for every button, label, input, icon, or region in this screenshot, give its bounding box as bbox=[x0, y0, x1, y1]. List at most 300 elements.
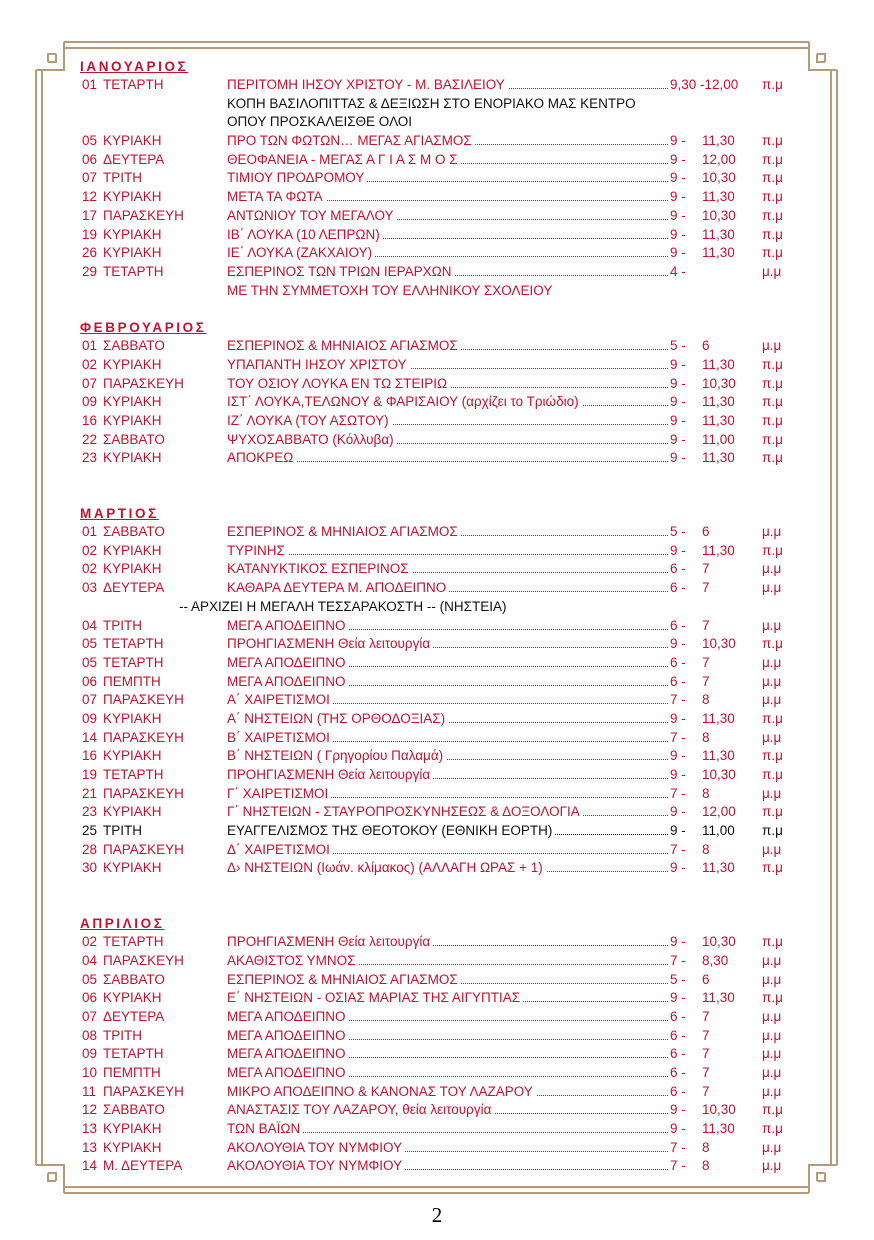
time-period: μ.μ bbox=[762, 785, 782, 801]
service-name: ΑΠΟΚΡΕΩ bbox=[227, 449, 296, 468]
time-period: π.μ bbox=[762, 934, 783, 950]
service-leader bbox=[227, 1157, 668, 1176]
weekday-name: ΚΥΡΙΑΚΗ bbox=[103, 561, 162, 577]
time-period: μ.μ bbox=[762, 1139, 782, 1155]
schedule-row bbox=[80, 1064, 800, 1083]
time-period: π.μ bbox=[762, 413, 783, 428]
end-time: 12,00 bbox=[702, 151, 736, 167]
weekday-name: ΔΕΥΤΕΡΑ bbox=[103, 580, 165, 596]
day-number: 11 bbox=[82, 1083, 97, 1099]
service-name: ΕΣΠΕΡΙΝΟΣ & ΜΗΝΙΑΙΟΣ ΑΓΙΑΣΜΟΣ bbox=[227, 337, 461, 356]
schedule-row bbox=[80, 747, 800, 766]
start-time: 9 - bbox=[670, 767, 686, 782]
service-leader bbox=[227, 1120, 668, 1139]
start-time: 6 - bbox=[670, 1046, 686, 1062]
time-period: π.μ bbox=[762, 394, 783, 410]
weekday-name: ΚΥΡΙΑΚΗ bbox=[103, 245, 162, 261]
weekday-name: ΚΥΡΙΑΚΗ bbox=[103, 1121, 162, 1136]
schedule-row bbox=[80, 691, 800, 710]
start-time: 6 - bbox=[670, 1008, 686, 1024]
service-leader bbox=[227, 710, 668, 729]
end-time: 7 bbox=[702, 1027, 710, 1043]
weekday-name: ΤΕΤΑΡΤΗ bbox=[103, 636, 164, 652]
schedule-row bbox=[80, 356, 800, 375]
schedule-row bbox=[80, 933, 800, 952]
service-name: Α΄ ΝΗΣΤΕΙΩΝ (ΤΗΣ ΟΡΘΟΔΟΞΙΑΣ) bbox=[227, 710, 448, 729]
schedule-row bbox=[80, 1120, 800, 1139]
service-leader bbox=[227, 523, 668, 542]
day-number: 02 bbox=[82, 934, 98, 950]
weekday-name: ΔΕΥΤΕΡΑ bbox=[103, 1008, 165, 1024]
end-time: 8 bbox=[702, 729, 710, 745]
service-leader bbox=[227, 1027, 668, 1046]
dotted-leader bbox=[227, 554, 668, 555]
time-period: μ.μ bbox=[762, 952, 782, 968]
day-number: 16 bbox=[82, 413, 98, 428]
service-name: ΙΖ΄ ΛΟΥΚΑ (ΤΟΥ ΑΣΩΤΟΥ) bbox=[227, 412, 392, 431]
time-period: μ.μ bbox=[762, 841, 782, 857]
end-time: 11,30 bbox=[702, 748, 735, 764]
end-time: 6 bbox=[702, 524, 710, 540]
time-period: μ.μ bbox=[762, 673, 782, 689]
note-text: ΟΠΟΥ ΠΡΟΣΚΑΛΕΙΣΘΕ ΟΛΟΙ bbox=[227, 114, 413, 130]
day-number: 07 bbox=[82, 692, 98, 708]
day-number: 07 bbox=[82, 170, 98, 186]
day-number: 09 bbox=[82, 710, 98, 726]
end-time: 6 bbox=[702, 338, 710, 354]
schedule-row bbox=[80, 729, 800, 748]
time-period: π.μ bbox=[762, 823, 783, 839]
weekday-name: ΠΑΡΑΣΚΕΥΗ bbox=[103, 952, 184, 968]
start-time: 5 - bbox=[670, 338, 686, 354]
service-leader bbox=[227, 337, 668, 356]
schedule-row bbox=[80, 859, 800, 878]
schedule-row bbox=[80, 337, 800, 356]
day-number: 19 bbox=[82, 767, 98, 782]
day-number: 05 bbox=[82, 654, 98, 670]
day-number: 01 bbox=[82, 524, 98, 540]
service-leader bbox=[227, 356, 668, 375]
schedule-row bbox=[80, 971, 800, 990]
start-time: 7 - bbox=[670, 692, 686, 708]
time-period: μ.μ bbox=[762, 617, 782, 633]
weekday-name: ΣΑΒΒΑΤΟ bbox=[103, 431, 165, 447]
weekday-name: ΚΥΡΙΑΚΗ bbox=[103, 860, 162, 876]
start-time: 7 - bbox=[670, 785, 686, 801]
service-leader bbox=[227, 822, 668, 841]
weekday-name: ΤΕΤΑΡΤΗ bbox=[103, 77, 164, 92]
time-period: π.μ bbox=[762, 1121, 783, 1136]
time-period: μ.μ bbox=[762, 561, 782, 577]
service-leader bbox=[227, 691, 668, 710]
schedule-row bbox=[80, 1139, 800, 1158]
schedule-row bbox=[80, 188, 800, 207]
day-number: 05 bbox=[82, 133, 98, 149]
start-time: 6 - bbox=[670, 617, 686, 633]
service-name: Ε΄ ΝΗΣΤΕΙΩΝ - ΟΣΙΑΣ ΜΑΡΙΑΣ ΤΗΣ ΑΙΓΥΠΤΙΑΣ bbox=[227, 989, 523, 1008]
service-leader bbox=[227, 971, 668, 990]
service-name: ΜΕΓΑ ΑΠΟΔΕΙΠΝΟ bbox=[227, 673, 348, 692]
end-time: 8 bbox=[702, 785, 710, 801]
schedule-row bbox=[80, 1008, 800, 1027]
start-time: 9 - bbox=[670, 710, 686, 726]
start-time: 9 - bbox=[670, 1121, 686, 1136]
service-leader bbox=[227, 729, 668, 748]
service-name: ΨΥΧΟΣΑΒΒΑΤΟ (Κόλλυβα) bbox=[227, 431, 397, 450]
schedule-note bbox=[80, 95, 800, 114]
end-time: 10,30 bbox=[702, 767, 736, 782]
weekday-name: ΤΡΙΤΗ bbox=[103, 170, 142, 186]
weekday-name: ΚΥΡΙΑΚΗ bbox=[103, 542, 162, 558]
month-title: ΑΠΡΙΛΙΟΣ bbox=[80, 916, 165, 932]
service-leader bbox=[227, 673, 668, 692]
service-name: ΚΑΘΑΡΑ ΔΕΥΤΕΡΑ Μ. ΑΠΟΔΕΙΠΝΟ bbox=[227, 579, 449, 598]
schedule-row bbox=[80, 151, 800, 170]
service-leader bbox=[227, 393, 668, 412]
weekday-name: ΠΑΡΑΣΚΕΥΗ bbox=[103, 785, 184, 801]
day-number: 08 bbox=[82, 1027, 98, 1043]
day-number: 05 bbox=[82, 636, 98, 652]
end-time: 7 bbox=[702, 561, 710, 577]
weekday-name: ΚΥΡΙΑΚΗ bbox=[103, 1139, 162, 1155]
schedule-row bbox=[80, 710, 800, 729]
weekday-name: ΚΥΡΙΑΚΗ bbox=[103, 710, 162, 726]
end-time: 10,30 bbox=[702, 636, 736, 652]
service-name: ΑΚΑΘΙΣΤΟΣ ΥΜΝΟΣ bbox=[227, 952, 359, 971]
end-time: 8 bbox=[702, 841, 710, 857]
time-period: π.μ bbox=[762, 1102, 783, 1118]
start-time: 6 - bbox=[670, 1083, 686, 1099]
time-period: μ.μ bbox=[762, 729, 782, 745]
time-period: π.μ bbox=[762, 542, 783, 558]
service-name: ΜΕΤΑ ΤΑ ΦΩΤΑ bbox=[227, 188, 326, 207]
service-name: ΜΕΓΑ ΑΠΟΔΕΙΠΝΟ bbox=[227, 1008, 348, 1027]
weekday-name: ΚΥΡΙΑΚΗ bbox=[103, 394, 162, 410]
start-time: 9 - bbox=[670, 356, 686, 372]
start-time: 9 - bbox=[670, 636, 686, 652]
service-name: Β΄ ΧΑΙΡΕΤΙΣΜΟΙ bbox=[227, 729, 333, 748]
day-number: 02 bbox=[82, 561, 98, 577]
start-time: 9 - bbox=[670, 189, 686, 205]
service-name: ΠΕΡΙΤΟΜΗ ΙΗΣΟΥ ΧΡΙΣΤΟΥ - Μ. ΒΑΣΙΛΕΙΟΥ bbox=[227, 76, 508, 95]
weekday-name: ΚΥΡΙΑΚΗ bbox=[103, 189, 162, 205]
start-time: 9 - bbox=[670, 823, 686, 839]
time-period: μ.μ bbox=[762, 524, 782, 540]
weekday-name: ΤΕΤΑΡΤΗ bbox=[103, 934, 164, 950]
schedule-row bbox=[80, 617, 800, 636]
weekday-name: ΠΑΡΑΣΚΕΥΗ bbox=[103, 729, 184, 745]
start-time: 7 - bbox=[670, 1158, 686, 1174]
start-time: 9 - bbox=[670, 151, 686, 167]
weekday-name: ΣΑΒΒΑΤΟ bbox=[103, 971, 165, 987]
end-time: 11,30 bbox=[702, 356, 735, 372]
service-name: Β΄ ΝΗΣΤΕΙΩΝ ( Γρηγορίου Παλαμά) bbox=[227, 747, 446, 766]
schedule-row bbox=[80, 375, 800, 394]
schedule-row bbox=[80, 1101, 800, 1120]
service-name: ΕΥΑΓΓΕΛΙΣΜΟΣ ΤΗΣ ΘΕΟΤΟΚΟΥ (ΕΘΝΙΚΗ ΕΟΡΤΗ) bbox=[227, 822, 555, 841]
note-text: ΜΕ ΤΗΝ ΣΥΜΜΕΤΟΧΗ ΤΟΥ ΕΛΛΗΝΙΚΟΥ ΣΧΟΛΕΙΟΥ bbox=[227, 282, 553, 298]
service-name: ΕΣΠΕΡΙΝΟΣ ΤΩΝ ΤΡΙΩΝ ΙΕΡΑΡΧΩΝ bbox=[227, 263, 455, 282]
weekday-name: ΚΥΡΙΑΚΗ bbox=[103, 748, 162, 764]
end-time: 11,30 bbox=[702, 542, 735, 558]
time-period: π.μ bbox=[762, 375, 783, 391]
schedule-row bbox=[80, 989, 800, 1008]
start-time: 7 - bbox=[670, 952, 686, 968]
time-period: π.μ bbox=[762, 189, 783, 205]
end-time: 7 bbox=[702, 1083, 710, 1099]
service-name: ΙΒ΄ ΛΟΥΚΑ (10 ΛΕΠΡΩΝ) bbox=[227, 226, 383, 245]
start-time: 9 - bbox=[670, 413, 686, 428]
schedule-row bbox=[80, 766, 800, 785]
service-name: ΑΝΤΩΝΙΟΥ ΤΟΥ ΜΕΓΑΛΟΥ bbox=[227, 207, 397, 226]
service-leader bbox=[227, 635, 668, 654]
end-time: 12,00 bbox=[702, 804, 736, 820]
end-time: 8 bbox=[702, 1158, 710, 1174]
time-period: π.μ bbox=[762, 226, 783, 242]
day-number: 07 bbox=[82, 1008, 98, 1024]
weekday-name: Μ. ΔΕΥΤΕΡΑ bbox=[103, 1158, 183, 1174]
schedule-row bbox=[80, 523, 800, 542]
time-period: μ.μ bbox=[762, 1046, 782, 1062]
time-period: π.μ bbox=[762, 748, 783, 764]
weekday-name: ΤΡΙΤΗ bbox=[103, 1027, 142, 1043]
day-number: 03 bbox=[82, 580, 98, 596]
time-period: π.μ bbox=[762, 207, 783, 223]
start-time: 6 - bbox=[670, 654, 686, 670]
service-name: ΕΣΠΕΡΙΝΟΣ & ΜΗΝΙΑΙΟΣ ΑΓΙΑΣΜΟΣ bbox=[227, 971, 461, 990]
service-leader bbox=[227, 933, 668, 952]
start-time: 9 - bbox=[670, 990, 686, 1006]
time-period: μ.μ bbox=[762, 971, 782, 987]
service-name: Α΄ ΧΑΙΡΕΤΙΣΜΟΙ bbox=[227, 691, 333, 710]
schedule-row bbox=[80, 822, 800, 841]
time-period: μ.μ bbox=[762, 580, 782, 596]
end-time: 11,30 bbox=[702, 394, 735, 410]
start-time: 6 - bbox=[670, 673, 686, 689]
service-leader bbox=[227, 859, 668, 878]
service-leader bbox=[227, 560, 668, 579]
day-number: 04 bbox=[82, 952, 98, 968]
service-name: ΠΡΟΗΓΙΑΣΜΕΝΗ Θεία λειτουργία bbox=[227, 933, 433, 952]
page-number: 2 bbox=[431, 1203, 443, 1227]
day-number: 16 bbox=[82, 748, 98, 764]
weekday-name: ΔΕΥΤΕΡΑ bbox=[103, 151, 165, 167]
service-name: ΑΝΑΣΤΑΣΙΣ ΤΟΥ ΛΑΖΑΡΟΥ, θεία λειτουργία bbox=[227, 1101, 494, 1120]
service-leader bbox=[227, 989, 668, 1008]
weekday-name: ΠΕΜΠΤΗ bbox=[103, 1064, 161, 1080]
day-number: 23 bbox=[82, 450, 98, 466]
schedule-row bbox=[80, 1157, 800, 1176]
start-time: 9 - bbox=[670, 375, 686, 391]
time-period: μ.μ bbox=[762, 692, 782, 708]
time-period: π.μ bbox=[762, 860, 783, 876]
end-time: 11,30 bbox=[702, 189, 735, 205]
time-period: π.μ bbox=[762, 804, 783, 820]
time-period: π.μ bbox=[762, 356, 783, 372]
service-leader bbox=[227, 226, 668, 245]
service-name: ΠΡΟ ΤΩΝ ΦΩΤΩΝ… ΜΕΓΑΣ ΑΓΙΑΣΜΟΣ bbox=[227, 132, 475, 151]
weekday-name: ΤΡΙΤΗ bbox=[103, 823, 142, 839]
time-period: μ.μ bbox=[762, 1083, 782, 1099]
day-number: 09 bbox=[82, 394, 98, 410]
day-number: 26 bbox=[82, 245, 98, 261]
start-time: 9 - bbox=[670, 245, 686, 261]
schedule-row bbox=[80, 76, 800, 95]
schedule-row bbox=[80, 560, 800, 579]
end-time: 7 bbox=[702, 617, 710, 633]
month-title: ΜΑΡΤΙΟΣ bbox=[80, 506, 159, 522]
service-leader bbox=[227, 579, 668, 598]
start-time: 9 - bbox=[670, 431, 686, 447]
service-leader bbox=[227, 766, 668, 785]
schedule-row bbox=[80, 431, 800, 450]
schedule-row bbox=[80, 244, 800, 263]
end-time: 6 bbox=[702, 971, 710, 987]
time-period: μ.μ bbox=[762, 338, 782, 354]
service-name: ΤΩΝ ΒΑΪΩΝ bbox=[227, 1120, 303, 1139]
weekday-name: ΚΥΡΙΑΚΗ bbox=[103, 356, 162, 372]
time-period: π.μ bbox=[762, 710, 783, 726]
schedule-row bbox=[80, 654, 800, 673]
weekday-name: ΤΕΤΑΡΤΗ bbox=[103, 263, 164, 279]
end-time: 7 bbox=[702, 1064, 710, 1080]
schedule-content bbox=[80, 58, 800, 1176]
schedule-row bbox=[80, 263, 800, 282]
end-time: 7 bbox=[702, 1046, 710, 1062]
service-leader bbox=[227, 449, 668, 468]
service-leader bbox=[227, 188, 668, 207]
service-name: ΜΕΓΑ ΑΠΟΔΕΙΠΝΟ bbox=[227, 1064, 348, 1083]
end-time: 11,30 bbox=[702, 710, 735, 726]
end-time: 11,30 bbox=[702, 245, 735, 261]
weekday-name: ΠΑΡΑΣΚΕΥΗ bbox=[103, 841, 184, 857]
start-time: 9 - bbox=[670, 450, 686, 466]
service-name: ΠΡΟΗΓΙΑΣΜΕΝΗ Θεία λειτουργία bbox=[227, 635, 433, 654]
end-time: 10,30 bbox=[702, 1102, 736, 1118]
schedule-row bbox=[80, 1083, 800, 1102]
weekday-name: ΤΕΤΑΡΤΗ bbox=[103, 1046, 164, 1062]
start-time: 7 - bbox=[670, 729, 686, 745]
day-number: 25 bbox=[82, 823, 98, 839]
weekday-name: ΚΥΡΙΑΚΗ bbox=[103, 450, 162, 466]
service-name: ΑΚΟΛΟΥΘΙΑ ΤΟΥ ΝΥΜΦΙΟΥ bbox=[227, 1139, 405, 1158]
start-time: 9 - bbox=[670, 804, 686, 820]
day-number: 14 bbox=[82, 729, 98, 745]
service-name: ΜΕΓΑ ΑΠΟΔΕΙΠΝΟ bbox=[227, 1027, 348, 1046]
day-number: 07 bbox=[82, 375, 98, 391]
time-period: π.μ bbox=[762, 450, 783, 466]
service-leader bbox=[227, 431, 668, 450]
end-time: 11,00 bbox=[702, 823, 735, 839]
weekday-name: ΤΕΤΑΡΤΗ bbox=[103, 767, 164, 782]
end-time: 7 bbox=[702, 1008, 710, 1024]
end-time: 11,30 bbox=[702, 1121, 735, 1136]
end-time: 10,30 bbox=[702, 170, 736, 186]
schedule-row bbox=[80, 673, 800, 692]
time-period: μ.μ bbox=[762, 1027, 782, 1043]
end-time: 8 bbox=[702, 1139, 710, 1155]
end-time: 10,30 bbox=[702, 934, 736, 950]
note-text: ΚΟΠΗ ΒΑΣΙΛΟΠΙΤΤΑΣ & ΔΕΞΙΩΣΗ ΣΤΟ ΕΝΟΡΙΑΚΟ ΜΑΣ ΚΕΝΤΡΟ bbox=[227, 95, 636, 111]
start-time: 4 - bbox=[670, 263, 686, 279]
schedule-row bbox=[80, 226, 800, 245]
service-leader bbox=[227, 76, 668, 95]
service-leader bbox=[227, 747, 668, 766]
day-number: 13 bbox=[82, 1121, 98, 1136]
note-text: -- ΑΡΧΙΖΕΙ Η ΜΕΓΑΛΗ ΤΕΣΣΑΡΑΚΟΣΤΗ -- (ΝΗΣΤΕΙΑ) bbox=[179, 598, 507, 614]
service-name: ΥΠΑΠΑΝΤΗ ΙΗΣΟΥ ΧΡΙΣΤΟΥ bbox=[227, 356, 410, 375]
weekday-name: ΤΡΙΤΗ bbox=[103, 617, 142, 633]
start-time: 9 - bbox=[670, 934, 686, 950]
service-leader bbox=[227, 1008, 668, 1027]
service-leader bbox=[227, 132, 668, 151]
service-name: ΤΙΜΙΟΥ ΠΡΟΔΡΟΜΟΥ bbox=[227, 169, 367, 188]
schedule-row bbox=[80, 393, 800, 412]
service-leader bbox=[227, 803, 668, 822]
schedule-row bbox=[80, 449, 800, 468]
end-time: 7 bbox=[702, 673, 710, 689]
start-time: 9 - bbox=[670, 170, 686, 186]
day-number: 02 bbox=[82, 356, 98, 372]
service-leader bbox=[227, 952, 668, 971]
day-number: 10 bbox=[82, 1064, 98, 1080]
time-period: π.μ bbox=[762, 431, 783, 447]
schedule-row bbox=[80, 841, 800, 860]
service-leader bbox=[227, 244, 668, 263]
time-period: π.μ bbox=[762, 133, 783, 149]
time-period: π.μ bbox=[762, 990, 783, 1006]
day-number: 02 bbox=[82, 542, 98, 558]
start-time: 6 - bbox=[670, 1027, 686, 1043]
service-leader bbox=[227, 841, 668, 860]
schedule-row bbox=[80, 207, 800, 226]
time-period: π.μ bbox=[762, 636, 783, 652]
time-period: π.μ bbox=[762, 245, 783, 261]
end-time: 10,30 bbox=[702, 375, 736, 391]
schedule-row bbox=[80, 785, 800, 804]
day-number: 06 bbox=[82, 673, 98, 689]
weekday-name: ΚΥΡΙΑΚΗ bbox=[103, 804, 162, 820]
schedule-row bbox=[80, 542, 800, 561]
service-leader bbox=[227, 169, 668, 188]
service-name: Γ΄ ΧΑΙΡΕΤΙΣΜΟΙ bbox=[227, 785, 331, 804]
time-period: π.μ bbox=[762, 77, 783, 92]
service-name: ΜΙΚΡΟ ΑΠΟΔΕΙΠΝΟ & ΚΑΝΟΝΑΣ ΤΟΥ ΛΑΖΑΡΟΥ bbox=[227, 1083, 536, 1102]
weekday-name: ΣΑΒΒΑΤΟ bbox=[103, 1102, 165, 1118]
service-leader bbox=[227, 542, 668, 561]
end-time: 11,00 bbox=[702, 431, 735, 447]
start-time: 9 - bbox=[670, 207, 686, 223]
day-number: 17 bbox=[82, 207, 98, 223]
service-leader bbox=[227, 263, 668, 282]
service-name: ΑΚΟΛΟΥΘΙΑ ΤΟΥ ΝΥΜΦΙΟΥ bbox=[227, 1157, 405, 1176]
service-leader bbox=[227, 1064, 668, 1083]
weekday-name: ΚΥΡΙΑΚΗ bbox=[103, 133, 162, 149]
day-number: 30 bbox=[82, 860, 98, 876]
service-leader bbox=[227, 375, 668, 394]
end-time: 11,30 bbox=[702, 860, 735, 876]
day-number: 12 bbox=[82, 189, 98, 205]
day-number: 19 bbox=[82, 226, 98, 242]
service-name: ΠΡΟΗΓΙΑΣΜΕΝΗ Θεία λειτουργία bbox=[227, 766, 433, 785]
schedule-row bbox=[80, 132, 800, 151]
start-time: 9 - bbox=[670, 860, 686, 876]
start-time: 6 - bbox=[670, 580, 686, 596]
start-time: 9,30 -12,00 bbox=[670, 77, 739, 92]
day-number: 01 bbox=[82, 338, 98, 354]
end-time: 10,30 bbox=[702, 207, 736, 223]
time-period: π.μ bbox=[762, 151, 783, 167]
